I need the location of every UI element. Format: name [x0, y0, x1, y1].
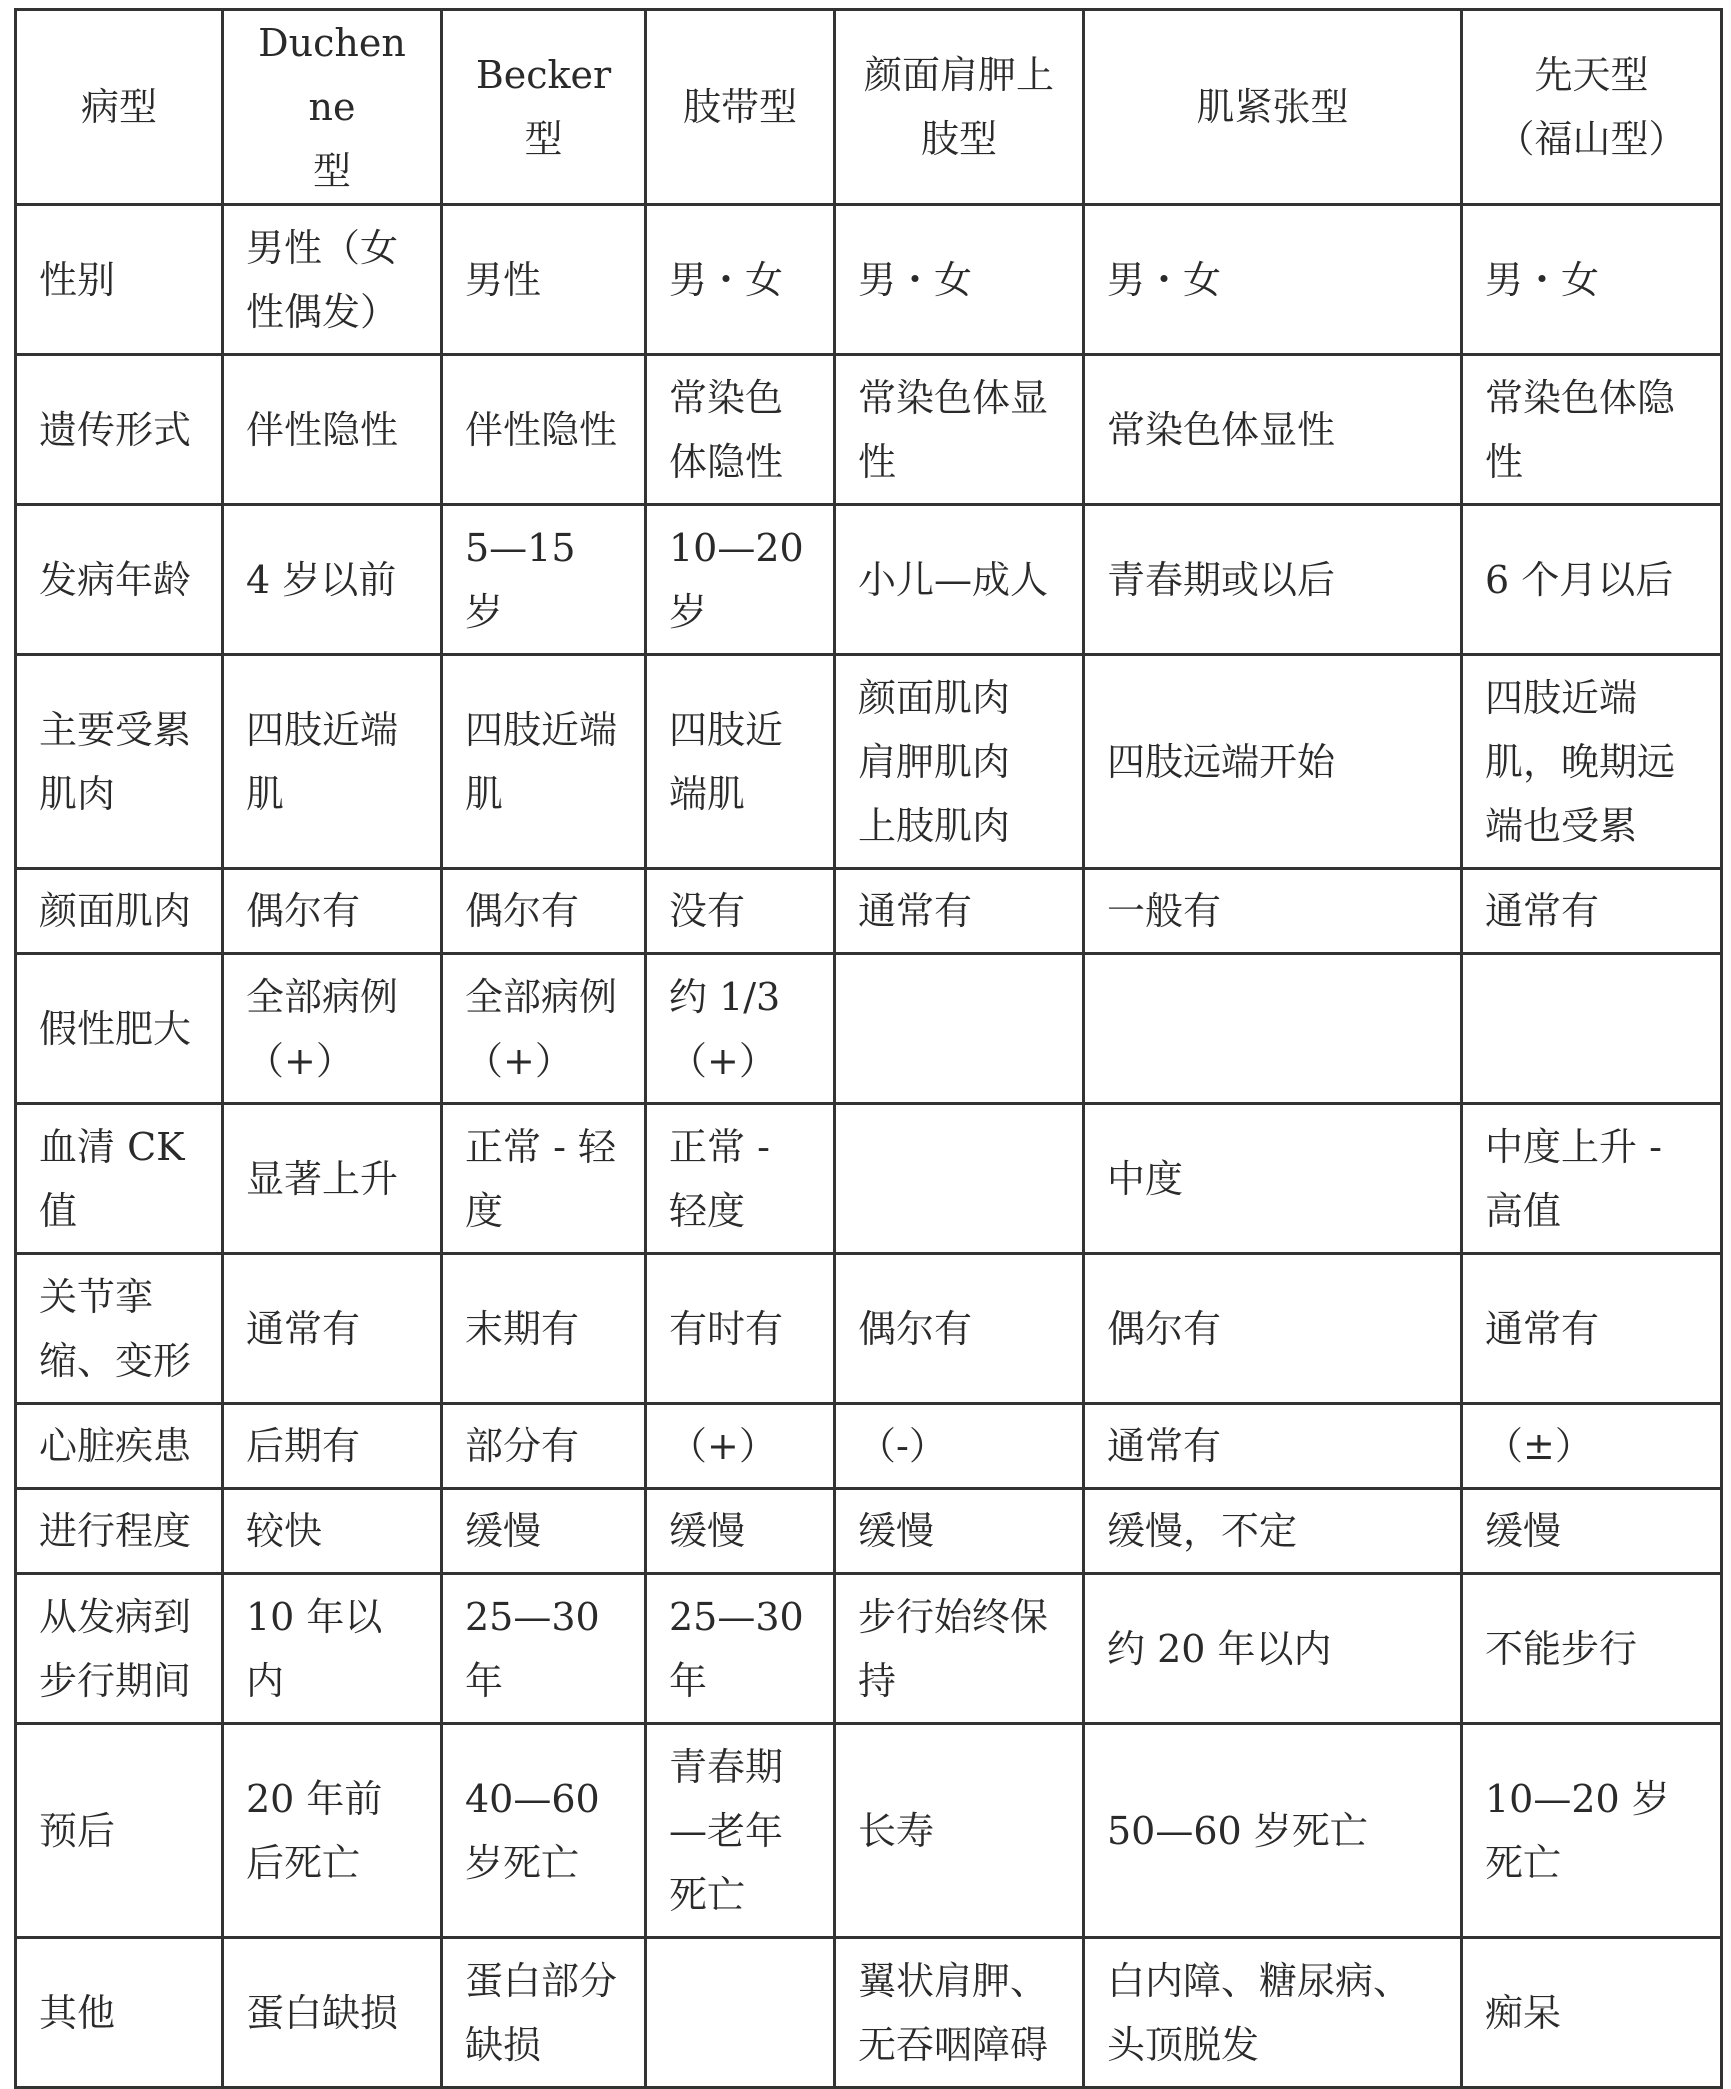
- table-cell: 青春期或以后: [1084, 505, 1462, 655]
- table-cell: 翼状肩胛、无吞咽障碍: [835, 1938, 1084, 2088]
- table-cell: [835, 954, 1084, 1104]
- table-cell: 末期有: [442, 1254, 646, 1404]
- table-row: [16, 1404, 1722, 1489]
- table-cell: 偶尔有: [835, 1254, 1084, 1404]
- table-cell: 痴呆: [1462, 1938, 1722, 2088]
- table-cell: 通常有: [223, 1254, 442, 1404]
- header-becker: Becker 型: [442, 10, 646, 205]
- table-cell: 四肢远端开始: [1084, 655, 1462, 869]
- row-label-other: 其他: [16, 1938, 223, 2088]
- table-cell: 男・女: [1084, 205, 1462, 355]
- table-cell: 小儿—成人: [835, 505, 1084, 655]
- table-cell: 中度上升 - 高值: [1462, 1104, 1722, 1254]
- table-cell: 约 1/3（+）: [646, 954, 835, 1104]
- table-cell: 有时有: [646, 1254, 835, 1404]
- table-cell: 一般有: [1084, 869, 1462, 954]
- table-cell: 男性: [442, 205, 646, 355]
- table-cell: 男性（女性偶发）: [223, 205, 442, 355]
- table-cell: 10—20 岁死亡: [1462, 1724, 1722, 1938]
- table-cell: 四肢近端肌，晚期远端也受累: [1462, 655, 1722, 869]
- table-cell: 正常 - 轻度: [646, 1104, 835, 1254]
- row-label-prognosis: 预后: [16, 1724, 223, 1938]
- table-cell: 青春期—老年死亡: [646, 1724, 835, 1938]
- table-cell: 通常有: [835, 869, 1084, 954]
- table-cell: 没有: [646, 869, 835, 954]
- table-cell: 常染色体显性: [1084, 355, 1462, 505]
- table-row: [16, 355, 1722, 505]
- table-cell: 40—60 岁死亡: [442, 1724, 646, 1938]
- table-cell: （±）: [1462, 1404, 1722, 1489]
- table-row: [16, 1938, 1722, 2088]
- table-cell: 偶尔有: [1084, 1254, 1462, 1404]
- table-cell: 偶尔有: [442, 869, 646, 954]
- row-label-inheritance: 遗传形式: [16, 355, 223, 505]
- header-duchenne: Duchenne 型: [223, 10, 442, 205]
- table-cell: 男・女: [835, 205, 1084, 355]
- table-cell: 后期有: [223, 1404, 442, 1489]
- table-cell: [1084, 954, 1462, 1104]
- row-label-serum-ck: 血清 CK 值: [16, 1104, 223, 1254]
- table-cell: 10—20 岁: [646, 505, 835, 655]
- row-label-walking-period: 从发病到步行期间: [16, 1574, 223, 1724]
- table-cell: 6 个月以后: [1462, 505, 1722, 655]
- table-cell: 通常有: [1462, 869, 1722, 954]
- table-cell: 显著上升: [223, 1104, 442, 1254]
- table-row: [16, 1254, 1722, 1404]
- table-cell: 蛋白部分缺损: [442, 1938, 646, 2088]
- table-cell: 缓慢: [646, 1489, 835, 1574]
- table-cell: 四肢近端肌: [646, 655, 835, 869]
- table-cell: 缓慢: [835, 1489, 1084, 1574]
- table-cell: 约 20 年以内: [1084, 1574, 1462, 1724]
- table-cell: 不能步行: [1462, 1574, 1722, 1724]
- header-myotonic: 肌紧张型: [1084, 10, 1462, 205]
- table-cell: 4 岁以前: [223, 505, 442, 655]
- table-cell: 缓慢: [1462, 1489, 1722, 1574]
- table-cell: 全部病例（+）: [442, 954, 646, 1104]
- table-cell: 正常 - 轻度: [442, 1104, 646, 1254]
- table-row: [16, 869, 1722, 954]
- table-cell: 25—30 年: [442, 1574, 646, 1724]
- table-cell: 中度: [1084, 1104, 1462, 1254]
- table-cell: 蛋白缺损: [223, 1938, 442, 2088]
- table-cell: 10 年以内: [223, 1574, 442, 1724]
- table-cell: 通常有: [1462, 1254, 1722, 1404]
- table-cell: [835, 1104, 1084, 1254]
- table-cell: 白内障、糖尿病、头顶脱发: [1084, 1938, 1462, 2088]
- table-row: [16, 1489, 1722, 1574]
- row-label-cardiac-disease: 心脏疾患: [16, 1404, 223, 1489]
- muscular-dystrophy-comparison-table: [14, 8, 1720, 2067]
- header-disease-type: 病型: [16, 10, 223, 205]
- table-row: [16, 205, 1722, 355]
- header-limb-girdle: 肢带型: [646, 10, 835, 205]
- table-cell: 通常有: [1084, 1404, 1462, 1489]
- table-cell: 长寿: [835, 1724, 1084, 1938]
- table-cell: 50—60 岁死亡: [1084, 1724, 1462, 1938]
- table-row: [16, 1724, 1722, 1938]
- table-cell: （-）: [835, 1404, 1084, 1489]
- table-cell: 5—15 岁: [442, 505, 646, 655]
- table-cell: [646, 1938, 835, 2088]
- row-label-onset-age: 发病年龄: [16, 505, 223, 655]
- table-row: [16, 954, 1722, 1104]
- table-cell: 伴性隐性: [442, 355, 646, 505]
- table-row: [16, 505, 1722, 655]
- table-cell: 部分有: [442, 1404, 646, 1489]
- table-cell: 常染色体显性: [835, 355, 1084, 505]
- table-cell: 缓慢: [442, 1489, 646, 1574]
- table-cell: 25—30 年: [646, 1574, 835, 1724]
- row-label-progression: 进行程度: [16, 1489, 223, 1574]
- table-cell: 常染色体隐性: [646, 355, 835, 505]
- row-label-pseudohypertrophy: 假性肥大: [16, 954, 223, 1104]
- table-cell: 颜面肌肉 肩胛肌肉 上肢肌肉: [835, 655, 1084, 869]
- row-label-joint-contracture: 关节挛缩、变形: [16, 1254, 223, 1404]
- table-cell: [1462, 954, 1722, 1104]
- comparison-table: [14, 8, 1723, 2089]
- table-cell: 较快: [223, 1489, 442, 1574]
- table-cell: 常染色体隐性: [1462, 355, 1722, 505]
- table-cell: 20 年前后死亡: [223, 1724, 442, 1938]
- table-cell: 男・女: [1462, 205, 1722, 355]
- table-cell: 伴性隐性: [223, 355, 442, 505]
- row-label-affected-muscles: 主要受累肌肉: [16, 655, 223, 869]
- table-cell: 四肢近端肌: [223, 655, 442, 869]
- table-cell: （+）: [646, 1404, 835, 1489]
- table-row: [16, 655, 1722, 869]
- table-cell: 全部病例（+）: [223, 954, 442, 1104]
- header-congenital-fukuyama: 先天型 （福山型）: [1462, 10, 1722, 205]
- header-facioscapulohumeral: 颜面肩胛上 肢型: [835, 10, 1084, 205]
- table-row: [16, 1574, 1722, 1724]
- table-cell: 男・女: [646, 205, 835, 355]
- table-header-row: [16, 10, 1722, 205]
- table-cell: 偶尔有: [223, 869, 442, 954]
- row-label-sex: 性别: [16, 205, 223, 355]
- table-row: [16, 1104, 1722, 1254]
- table-cell: 四肢近端肌: [442, 655, 646, 869]
- table-cell: 步行始终保持: [835, 1574, 1084, 1724]
- table-cell: 缓慢，不定: [1084, 1489, 1462, 1574]
- row-label-facial-muscles: 颜面肌肉: [16, 869, 223, 954]
